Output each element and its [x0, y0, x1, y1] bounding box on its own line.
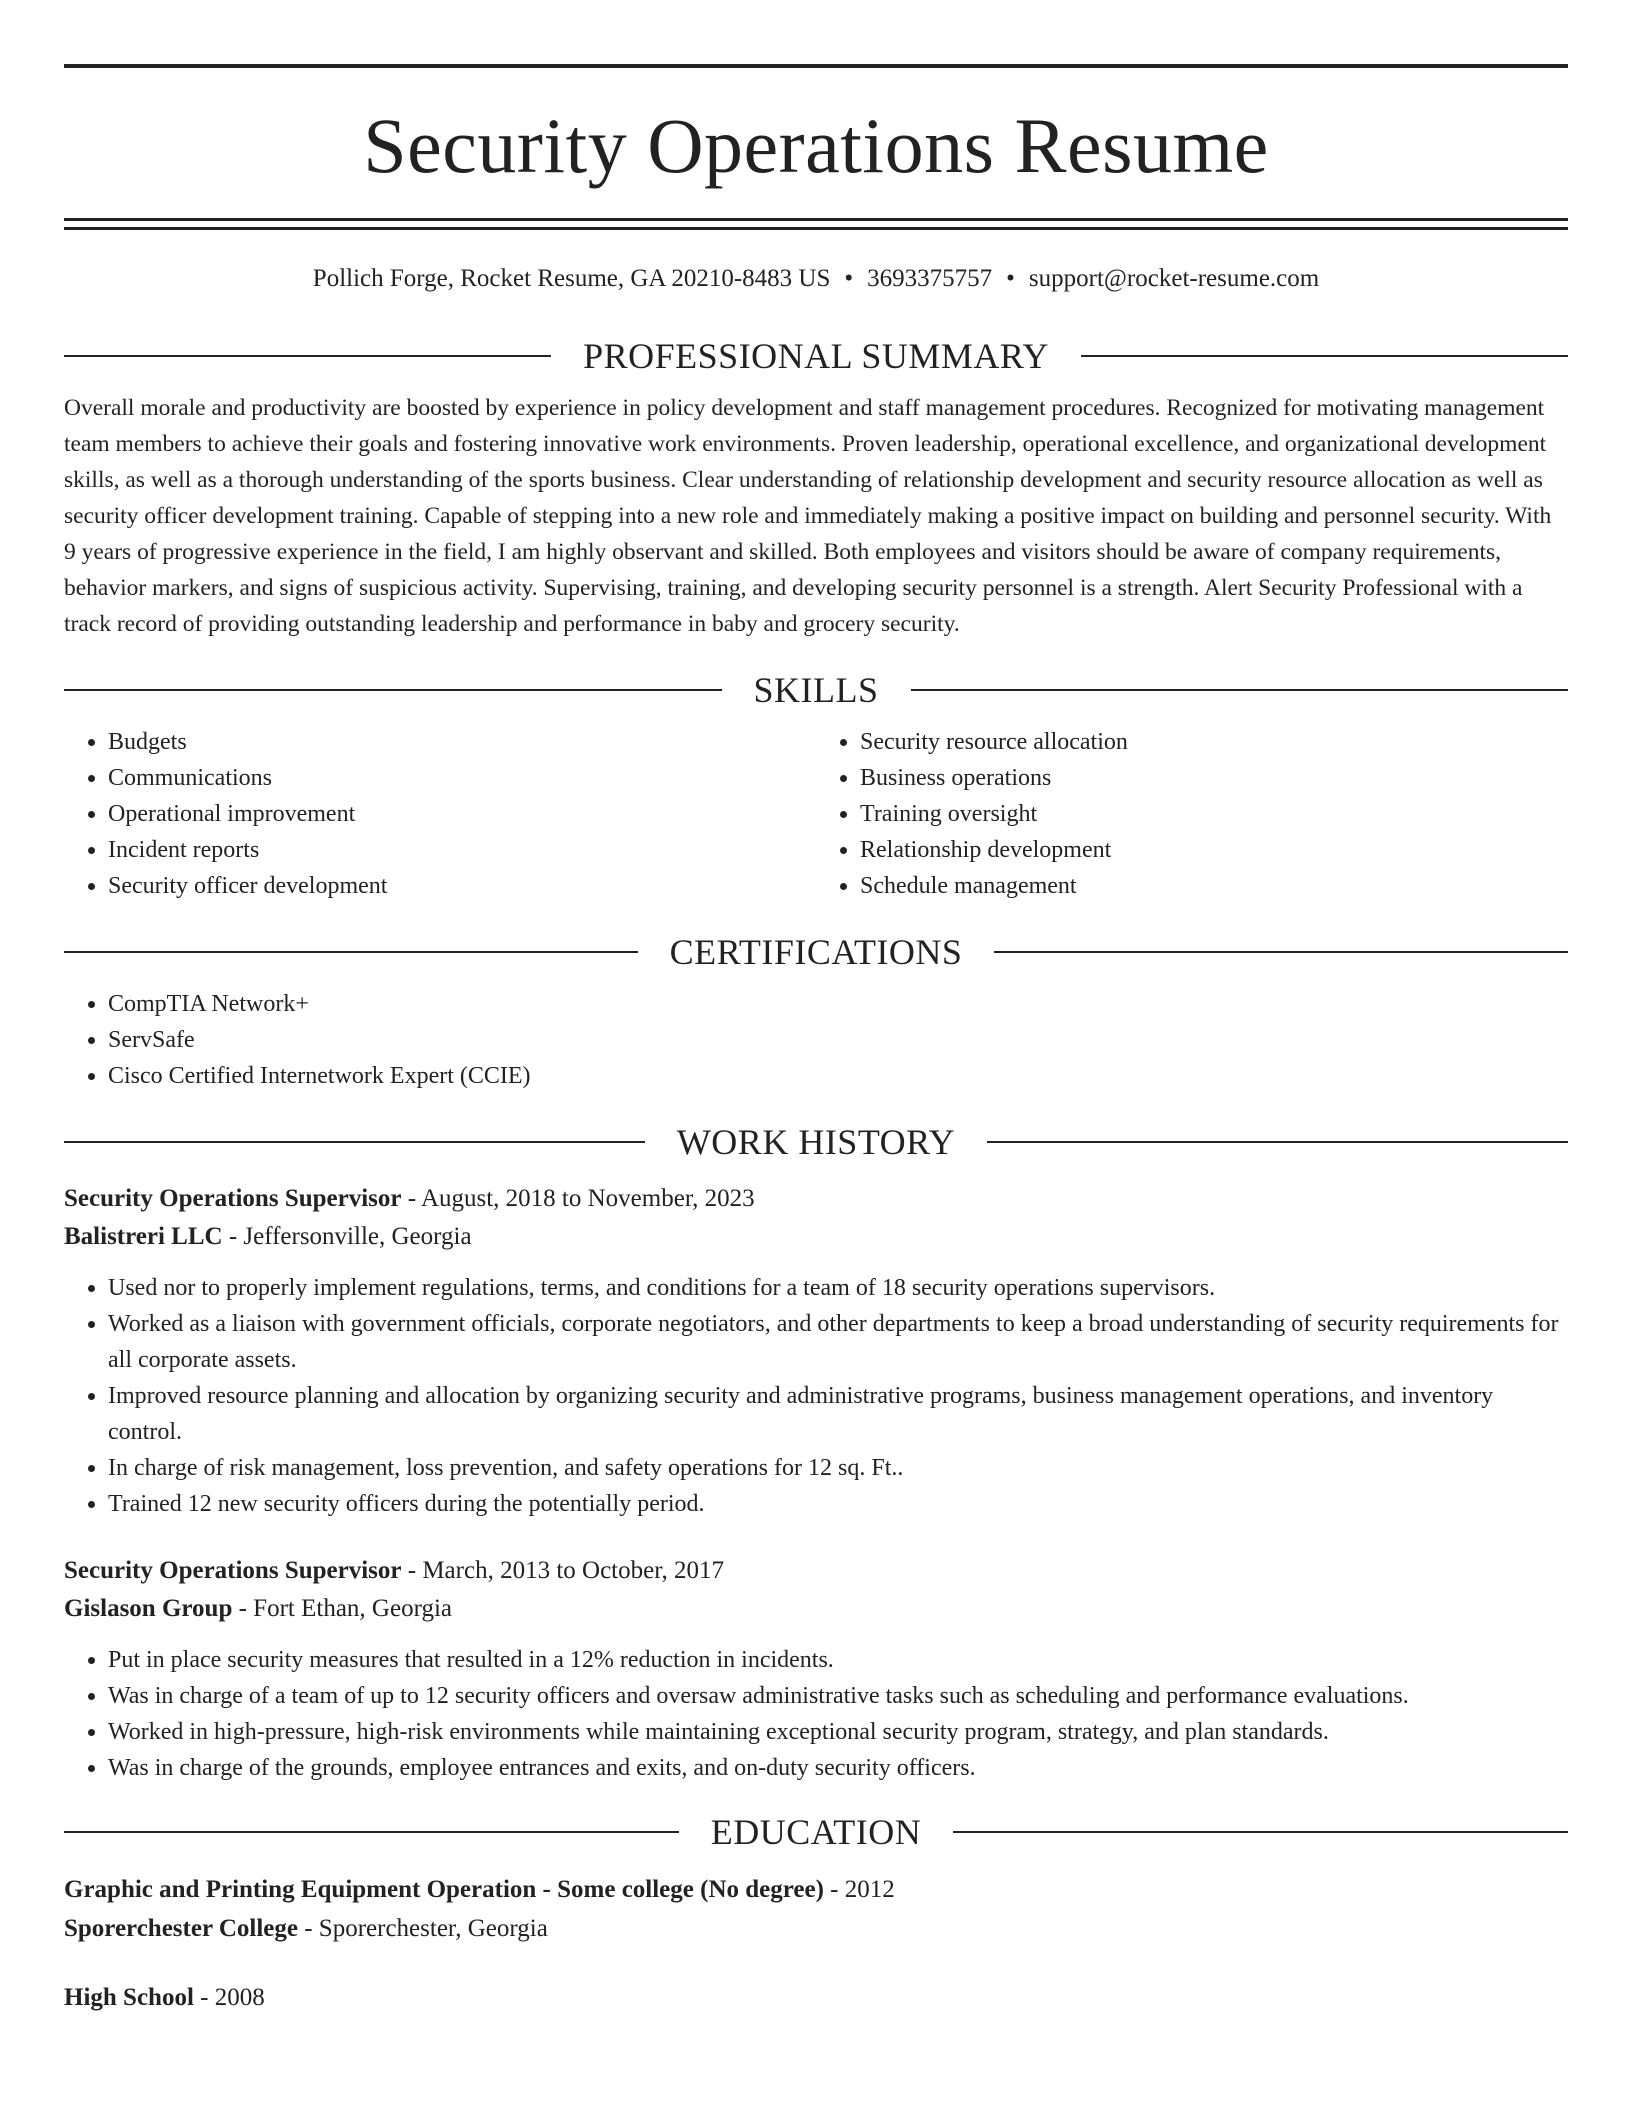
job-bullets	[64, 1642, 1568, 1786]
contact-address: Pollich Forge, Rocket Resume, GA 20210-8483 US	[312, 265, 831, 292]
contact-phone: 3693375757	[867, 265, 993, 292]
job-company-line	[64, 1218, 1568, 1256]
job-company-line	[64, 1590, 1568, 1628]
section-rule	[64, 689, 722, 691]
education-degree: Graphic and Printing Equipment Operation - Some college (No degree)	[64, 1876, 824, 1903]
education-entry	[64, 1978, 1568, 2017]
certification-item: • CompTIA Network+	[108, 986, 1568, 1022]
skill-item: • Incident reports	[108, 832, 816, 868]
certification-item: • Cisco Certified Internetwork Expert (CCIE)	[108, 1058, 1568, 1094]
job-bullet: • Used nor to properly implement regulations, terms, and conditions for a team of 18 security operations supervisors.	[108, 1270, 1568, 1306]
section-rule	[953, 1831, 1568, 1833]
section-title: PROFESSIONAL SUMMARY	[583, 336, 1049, 376]
job-bullet: • Worked as a liaison with government officials, corporate negotiators, and other departments to keep a broad understanding of security requirements for all corporate assets.	[108, 1306, 1568, 1378]
job-bullet: • In charge of risk management, loss prevention, and safety operations for 12 sq. Ft..	[108, 1450, 1568, 1486]
section-rule	[64, 1141, 645, 1143]
section-rule	[64, 355, 551, 357]
contact-email: support@rocket-resume.com	[1028, 265, 1320, 292]
job-location: - Fort Ethan, Georgia	[232, 1595, 452, 1622]
section-title: SKILLS	[753, 670, 879, 710]
job-company: Balistreri LLC	[64, 1223, 223, 1250]
education-year: - 2008	[193, 1984, 265, 2011]
education-school: Sporerchester College	[64, 1915, 298, 1942]
section-rule	[911, 689, 1569, 691]
education-degree-line	[64, 1978, 1568, 2017]
job-bullet: • Trained 12 new security officers during the potentially period.	[108, 1486, 1568, 1522]
section-header-education	[64, 1810, 1568, 1854]
top-rule	[64, 64, 1568, 68]
education-entry	[64, 1870, 1568, 1948]
job-entry	[64, 1180, 1568, 1522]
section-rule	[64, 951, 638, 953]
skill-item: • Security officer development	[108, 868, 816, 904]
section-title: EDUCATION	[710, 1812, 922, 1852]
skill-item: • Security resource allocation	[860, 724, 1568, 760]
skill-item: • Relationship development	[860, 832, 1568, 868]
section-header-summary	[64, 334, 1568, 378]
section-title: CERTIFICATIONS	[669, 932, 963, 972]
education-degree-line	[64, 1870, 1568, 1909]
section-header-certifications	[64, 930, 1568, 974]
job-bullet: • Was in charge of the grounds, employee entrances and exits, and on-duty security officers.	[108, 1750, 1568, 1786]
skills-column-right	[816, 724, 1568, 904]
job-entry	[64, 1552, 1568, 1786]
section-header-work-history	[64, 1120, 1568, 1164]
skill-item: • Operational improvement	[108, 796, 816, 832]
skill-item: • Budgets	[108, 724, 816, 760]
section-rule	[994, 951, 1568, 953]
title-double-rule	[64, 218, 1568, 230]
contact-line	[64, 264, 1568, 294]
job-location: - Jeffersonville, Georgia	[222, 1223, 472, 1250]
job-bullets	[64, 1270, 1568, 1522]
skills-list	[64, 724, 1568, 904]
section-header-skills	[64, 668, 1568, 712]
job-company: Gislason Group	[64, 1595, 233, 1622]
job-bullet: • Put in place security measures that resulted in a 12% reduction in incidents.	[108, 1642, 1568, 1678]
education-location: - Sporerchester, Georgia	[297, 1915, 548, 1942]
education-degree: High School	[64, 1984, 194, 2011]
job-title-line	[64, 1180, 1568, 1218]
contact-separator: •	[844, 265, 854, 292]
job-bullet: • Was in charge of a team of up to 12 security officers and oversaw administrative tasks such as scheduling and performance evaluations.	[108, 1678, 1568, 1714]
job-dates: - March, 2013 to October, 2017	[401, 1557, 725, 1584]
job-bullet: • Worked in high-pressure, high-risk environments while maintaining exceptional security program, strategy, and plan standards.	[108, 1714, 1568, 1750]
job-role: Security Operations Supervisor	[64, 1557, 402, 1584]
skill-item: • Schedule management	[860, 868, 1568, 904]
section-rule	[987, 1141, 1568, 1143]
education-school-line	[64, 1909, 1568, 1948]
summary-text: Overall morale and productivity are boosted by experience in policy development and staff management procedures. Recognized for motivating management team members to achieve their goals and fostering innovative work environments. Proven leadership, operational excellence, and organizational development skills, as well as a thorough understanding of the sports business. Clear understanding of relationship development and security resource allocation as well as security officer development training. Capable of stepping into a new role and immediately making a positive impact on building and personnel security. With 9 years of progressive experience in the field, I am highly observant and skilled. Both employees and visitors should be aware of company requirements, behavior markers, and signs of suspicious activity. Supervising, training, and developing security personnel is a strength. Alert Security Professional with a track record of providing outstanding leadership and performance in baby and grocery security.	[64, 395, 1552, 637]
certification-item: • ServSafe	[108, 1022, 1568, 1058]
education-year: - 2012	[823, 1876, 895, 1903]
certifications-list	[64, 986, 1568, 1094]
skills-column-left	[64, 724, 816, 904]
skill-item: • Communications	[108, 760, 816, 796]
job-title-line	[64, 1552, 1568, 1590]
skill-item: • Business operations	[860, 760, 1568, 796]
section-rule	[64, 1831, 679, 1833]
resume-page	[64, 0, 1568, 2017]
contact-separator: •	[1006, 265, 1015, 292]
job-bullet: • Improved resource planning and allocation by organizing security and administrative programs, business management operations, and inventory control.	[108, 1378, 1568, 1450]
section-rule	[1081, 355, 1568, 357]
resume-title: Security Operations Resume	[363, 102, 1269, 189]
job-role: Security Operations Supervisor	[64, 1185, 402, 1212]
section-title: WORK HISTORY	[676, 1122, 956, 1162]
skill-item: • Training oversight	[860, 796, 1568, 832]
job-dates: - August, 2018 to November, 2023	[401, 1185, 755, 1212]
